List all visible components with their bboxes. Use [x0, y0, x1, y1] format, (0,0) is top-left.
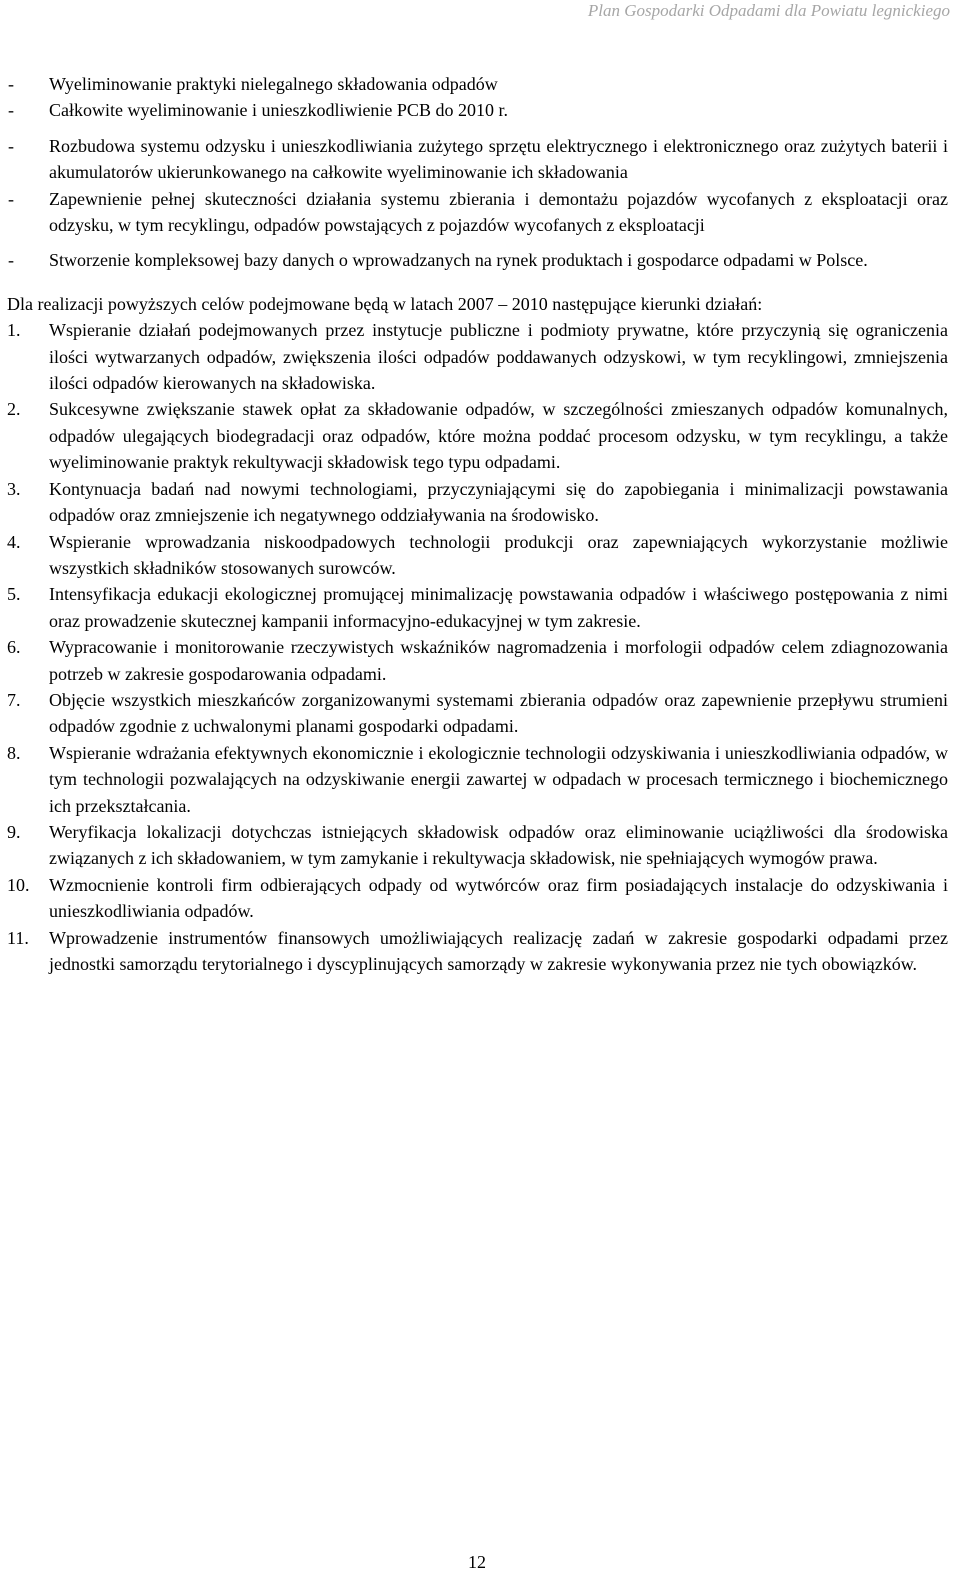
list-item: [7, 476, 948, 529]
dash-marker: -: [8, 250, 14, 271]
dash-marker: -: [8, 135, 14, 156]
dash-marker: -: [8, 74, 14, 94]
running-header: Plan Gospodarki Odpadami dla Powiatu legnickiego: [587, 1, 950, 20]
document-body: [7, 71, 948, 977]
list-item-text: Weryfikacja lokalizacji dotychczas istniejących składowisk odpadów oraz eliminowanie uciążliwości dla środowiska związanych z ich składowaniem, w tym zamykanie i rekultywacja składowisk, nie spełniających wymogów prawa.: [49, 821, 948, 869]
list-item: [7, 634, 948, 687]
item-number: 5.: [7, 584, 21, 605]
item-number: 7.: [7, 689, 21, 710]
list-item-text: Wyeliminowanie praktyki nielegalnego składowania odpadów: [49, 74, 498, 94]
list-item-text: Całkowite wyeliminowanie i unieszkodliwienie PCB do 2010 r.: [49, 100, 508, 121]
item-number: 10.: [7, 874, 30, 895]
list-item-text: Wspieranie działań podejmowanych przez instytucje publiczne i podmioty prywatne, które przyczynią się ograniczenia ilości wytwarzanych odpadów, zwiększenia ilości odpadów poddawanych odzyskowi, w tym recyklingowi, zmniejszenia ilości odpadów kierowanych na składowiska.: [49, 320, 948, 394]
list-item: [7, 247, 948, 273]
item-number: 11.: [7, 927, 29, 948]
item-number: 1.: [7, 320, 21, 341]
goals-list: [7, 71, 948, 274]
list-item-text: Objęcie wszystkich mieszkańców zorganizowanymi systemami zbierania odpadów oraz zapewnienie przepływu strumieni odpadów zgodnie z uchwalonymi planami gospodarki odpadami.: [49, 689, 948, 737]
dash-marker: -: [8, 188, 14, 209]
list-item-text: Wspieranie wdrażania efektywnych ekonomicznie i ekologicznie technologii odzyskiwania i unieszkodliwiania odpadów, w tym technologii pozwalających na odzyskiwanie energii zawartej w odpadach w procesach termicznego i biochemicznego ich przekształcania.: [49, 742, 948, 816]
list-item: [7, 740, 948, 819]
item-number: 2.: [7, 399, 21, 420]
list-item: [7, 133, 948, 186]
list-item: [7, 71, 948, 97]
list-item: [7, 186, 948, 239]
list-item: [7, 872, 948, 925]
list-item: [7, 925, 948, 978]
list-item: [7, 529, 948, 582]
list-item: [7, 819, 948, 872]
item-number: 3.: [7, 478, 21, 499]
list-item: [7, 396, 948, 475]
page-number: 12: [468, 1552, 486, 1572]
list-item-text: Wypracowanie i monitorowanie rzeczywistych wskaźników nagromadzenia i morfologii odpadów celem zdiagnozowania potrzeb w zakresie gospodarowania odpadami.: [49, 637, 948, 684]
list-item: [7, 317, 948, 396]
list-item-text: Zapewnienie pełnej skuteczności działania systemu zbierania i demontażu pojazdów wycofanych z eksploatacji oraz odzysku, w tym recyklingu, odpadów powstających z pojazdów wycofanych z eksploatacji: [49, 188, 948, 236]
item-number: 6.: [7, 637, 21, 658]
list-item-text: Kontynuacja badań nad nowymi technologiami, przyczyniającymi się do zapobiegania i minimalizacji powstawania odpadów oraz zmniejszenie ich negatywnego oddziaływania na środowisko.: [49, 478, 948, 526]
list-item-text: Wzmocnienie kontroli firm odbierających odpady od wytwórców oraz firm posiadających instalacje do odzyskiwania i unieszkodliwiania odpadów.: [49, 874, 948, 922]
intro-paragraph: Dla realizacji powyższych celów podejmowane będą w latach 2007 – 2010 następujące kierunki działań:: [7, 293, 763, 314]
item-number: 4.: [7, 531, 21, 552]
dash-marker: -: [8, 100, 14, 121]
list-item-text: Sukcesywne zwiększanie stawek opłat za składowanie odpadów, w szczególności zmieszanych odpadów komunalnych, odpadów ulegających biodegradacji oraz odpadów, które można poddać procesom odzysku, w tym recyklingu, a także wyeliminowanie praktyk rekultywacji składowisk tego typu odpadami.: [49, 399, 948, 473]
list-item-text: Wprowadzenie instrumentów finansowych umożliwiających realizację zadań w zakresie gospodarki odpadami przez jednostki samorządu terytorialnego i dyscyplinujących samorządy w zakresie wykonywania przez nie tych obowiązków.: [49, 927, 948, 974]
list-item-text: Wspieranie wprowadzania niskoodpadowych technologii produkcji oraz zapewniających wykorzystanie możliwie wszystkich składników stosowanych surowców.: [49, 531, 948, 578]
list-item: [7, 97, 948, 123]
list-item: [7, 687, 948, 740]
item-number: 8.: [7, 742, 21, 763]
item-number: 9.: [7, 821, 21, 842]
list-item-text: Stworzenie kompleksowej bazy danych o wprowadzanych na rynek produktach i gospodarce odpadami w Polsce.: [49, 250, 868, 271]
list-item-text: Rozbudowa systemu odzysku i unieszkodliwiania zużytego sprzętu elektrycznego i elektronicznego oraz zużytych baterii i akumulatorów ukierunkowanego na całkowite wyeliminowanie ich składowania: [49, 135, 948, 183]
list-item-text: Intensyfikacja edukacji ekologicznej promującej minimalizację powstawania odpadów i właściwego postępowania z nimi oraz prowadzenie skutecznej kampanii informacyjno-edukacyjnej w tym zakresie.: [49, 584, 948, 631]
list-item: [7, 581, 948, 634]
directions-list: [7, 317, 948, 977]
